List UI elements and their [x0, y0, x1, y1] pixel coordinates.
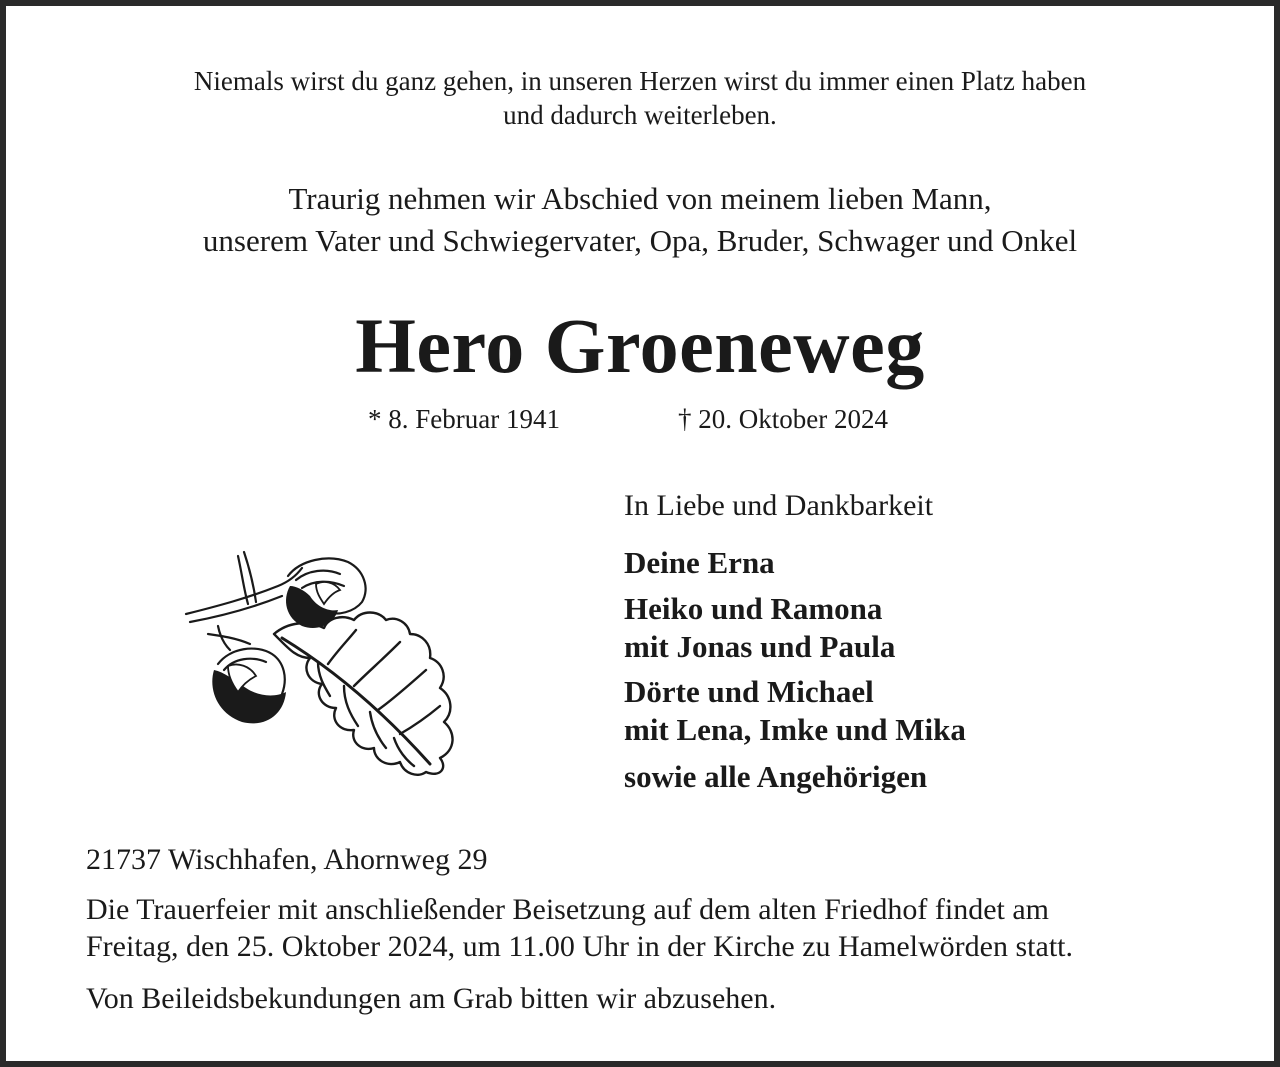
intro-line-1: Traurig nehmen wir Abschied von meinem lieben Mann, [288, 181, 992, 216]
mourner-family-1-line-1: Heiko und Ramona [624, 591, 883, 626]
mourner-family-2-line-2: mit Lena, Imke und Mika [624, 712, 966, 747]
mourner-family-1 [624, 590, 895, 666]
death-date: † 20. Oktober 2024 [678, 404, 888, 434]
deceased-name: Hero Groeneweg [355, 302, 925, 389]
mourner-relatives: sowie alle Angehörigen [624, 759, 928, 794]
birth-date: * 8. Februar 1941 [368, 404, 560, 434]
motto-line-1: Niemals wirst du ganz gehen, in unseren Herzen wirst du immer einen Platz haben [193, 66, 1087, 96]
condolence-note: Von Beileidsbekundungen am Grab bitten wir abzusehen. [86, 982, 777, 1015]
mourner-family-2-line-1: Dörte und Michael [624, 674, 874, 709]
ceremony-line-1: Die Trauerfeier mit anschließender Beisetzung auf dem alten Friedhof findet am [86, 893, 1050, 926]
farewell-intro [6, 178, 1274, 262]
intro-line-2: unserem Vater und Schwiegervater, Opa, Bruder, Schwager und Onkel [202, 223, 1078, 258]
family-address: 21737 Wischhafen, Ahornweg 29 [86, 843, 488, 876]
ceremony-line-2: Freitag, den 25. Oktober 2024, um 11.00 Uhr in der Kirche zu Hamelwörden statt. [86, 930, 1073, 963]
mourner-wife: Deine Erna [624, 545, 775, 580]
mourner-family-1-line-2: mit Jonas und Paula [624, 629, 896, 664]
motto-verse [6, 64, 1274, 132]
mourners-heading: In Liebe und Dankbarkeit [624, 489, 934, 522]
motto-line-2: und dadurch weiterleben. [503, 100, 777, 130]
oak-leaf-acorns-icon [178, 546, 518, 776]
mourner-family-2 [624, 673, 966, 749]
funeral-ceremony-info [86, 891, 1236, 965]
